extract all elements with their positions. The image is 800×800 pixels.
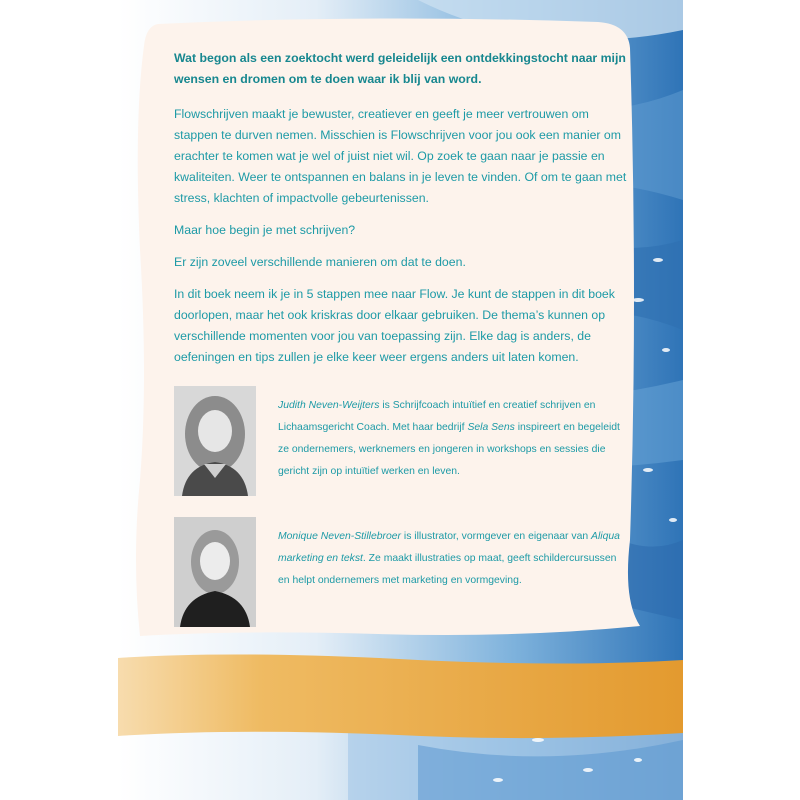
bio-text-judith: Judith Neven-Weijters is Schrijfcoach intuïtief en creatief schrijven en Lichaamsgericht Coach. Met haar bedrijf Sela Sens inspireert en begeleidt ze ondernemers, werknemers en jongeren in workshops en sessies die gericht zijn op intuïtief werken en leven.	[278, 400, 620, 477]
bio-name-monique: Monique Neven-Stillebroer	[278, 531, 402, 542]
bio-text-monique: Monique Neven-Stillebroer is illustrator, vormgever en eigenaar van Aliqua marketing en tekst. Ze maakt illustraties op maat, geeft schildercursussen en helpt ondernemers met marketing en vormgeving.	[278, 531, 620, 586]
author-photo-monique	[174, 517, 256, 627]
intro-paragraph-1: Flowschrijven maakt je bewuster, creatiever en geeft je meer vertrouwen om stappen te durven nemen. Misschien is Flowschrijven voor jou ook een manier om erachter te komen wat je wel of juist niet wil. Op zoek te gaan naar je passie en kwaliteiten. Weer te ontspannen en balans in je leven te vinden. Of om te gaan met stress, klachten of impactvolle gebeurtenissen.	[174, 107, 627, 205]
intro-paragraph-4: In dit boek neem ik je in 5 stappen mee naar Flow. Je kunt de stappen in dit boek doorlopen, maar het ook kriskras door elkaar gebruiken. De thema’s kunnen op verschillende momenten voor jou van toepassing zijn. Elke dag is anders, de oefeningen en tips zullen je elke keer weer ergens anders uit laten komen.	[174, 287, 615, 364]
author-photo-judith	[174, 386, 256, 496]
bio-company-monique: Aliqua marketing en tekst	[278, 531, 620, 564]
intro-lead: Wat begon als een zoektocht werd geleidelijk een ontdekkingstocht naar mijn wensen en dromen om te doen waar ik blij van word.	[174, 51, 626, 86]
bio-company-judith: Sela Sens	[467, 422, 515, 433]
bio-name-judith: Judith Neven-Weijters	[278, 400, 380, 411]
intro-paragraph-3: Er zijn zoveel verschillende manieren om dat te doen.	[174, 255, 466, 269]
book-page	[118, 0, 683, 800]
intro-text	[174, 48, 629, 379]
intro-paragraph-2: Maar hoe begin je met schrijven?	[174, 223, 356, 237]
